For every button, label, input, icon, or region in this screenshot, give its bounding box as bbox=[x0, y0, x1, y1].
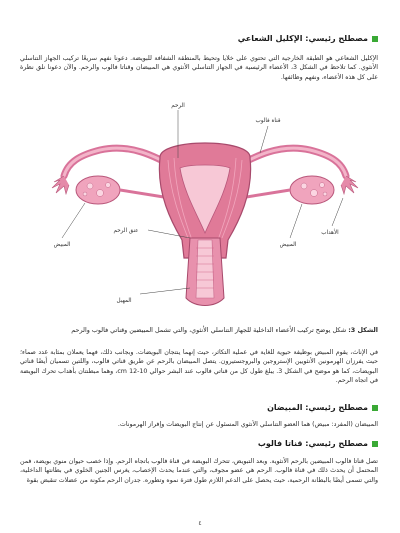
label-ovary-left: المبيض bbox=[53, 242, 71, 248]
figure-caption bbox=[20, 326, 378, 335]
section-heading-fallopian bbox=[258, 439, 378, 448]
left-fimbriae bbox=[52, 176, 69, 194]
label-fallopian-tube: قناة فالوب bbox=[255, 118, 281, 124]
label-uterus: الرحم bbox=[171, 103, 185, 109]
paragraph-ovaries-definition: المبيضان (المفرد: مبيض) هما العضو التناسلي الأنثوي المسئول عن إنتاج البويضات وإفراز الهرمونات. bbox=[117, 421, 378, 428]
heading-bullet-icon bbox=[372, 441, 378, 447]
section-heading-ovaries bbox=[267, 403, 378, 412]
heading-text: مصطلح رئيسي: المبيضان bbox=[267, 403, 368, 412]
paragraph-corona: الإكليل الشعاعي هو الطبقة الخارجية التي تحتوي على خلايا وتحيط بالمنطقة الشفافة للبويضة. دعونا نفهم سريعًا تركيب الجهاز التناسلي الأنثوي. كما تلاحظ في الشكل 3، الأعضاء الرئيسية في الجهاز التناسلي الأنثوي هي المبيضان وقناتا فالوب والرحم. والآن دعونا نلق نظرة على كل هذه الأعضاء، ونفهم وظائفها. bbox=[20, 55, 378, 81]
label-ovary-right: المبيض bbox=[279, 242, 297, 248]
label-fimbriae: الأهداب bbox=[321, 230, 339, 236]
paragraph-ovaries-function: في الإناث، يقوم المبيض بوظيفة حيوية للغاية في عملية التكاثر، حيث إنهما ينتجان البويضات. وبجانب ذلك، فهما يعملان بمثابة غدد صماء؛ حيث يفرزان الهرمونين الأنثويين الإستروجين والبروجستيرون. يتصل المبيضان بالرحم عن طريق قناتي فالوب، واللتين تسميان أيضًا قناتي البويضات، كما هو موضح في الشكل 3. يبلغ طول كل من قناتي فالوب عند البشر حوالي 10-12 cm، وهما مبطنتان بأهداب تحرك البويضة في اتجاه الرحم. bbox=[20, 349, 378, 385]
caption-label: الشكل 3: bbox=[348, 326, 378, 334]
female-reproductive-figure bbox=[40, 98, 370, 316]
heading-text: مصطلح رئيسي: قناتا فالوب bbox=[257, 439, 368, 448]
label-vagina: المهبل bbox=[116, 298, 132, 304]
page-number: ٤ bbox=[198, 520, 202, 527]
heading-text: مصطلح رئيسي: الإكليل الشعاعي bbox=[237, 34, 368, 43]
label-cervix: عنق الرحم bbox=[113, 228, 139, 234]
section-heading-corona bbox=[238, 34, 378, 43]
right-fimbriae bbox=[341, 176, 358, 194]
paragraph-fallopian: تصل قناتا فالوب المبيضين بالرحم الأنثوية. وبعد التبويض، تتحرك البويضة في قناة فالوب باتجاه الرحم. وإذا خصب حيوان منوي بويضة، فمن المحتمل أن يحدث ذلك في قناة فالوب. الرحم هي عضو مجوف، والتي عندما يحدث الإخصاب، يغرس الجنين الخلوي في بطانتها الداخلية، والتي تسمى أيضًا بالبطانة الرحمية، حيث يحصل على الدعم اللازم طول فترة نموه وتطوره. جدران الرحم مكونة من عضلات تنقبض بقوة bbox=[20, 458, 378, 484]
caption-text: شكل يوضح تركيب الأعضاء الداخلية للجهاز التناسلي الأنثوي، والتي تشمل المبيضين وقناتي فالوب والرحم bbox=[71, 326, 349, 334]
heading-bullet-icon bbox=[372, 405, 378, 411]
heading-bullet-icon bbox=[372, 36, 378, 42]
